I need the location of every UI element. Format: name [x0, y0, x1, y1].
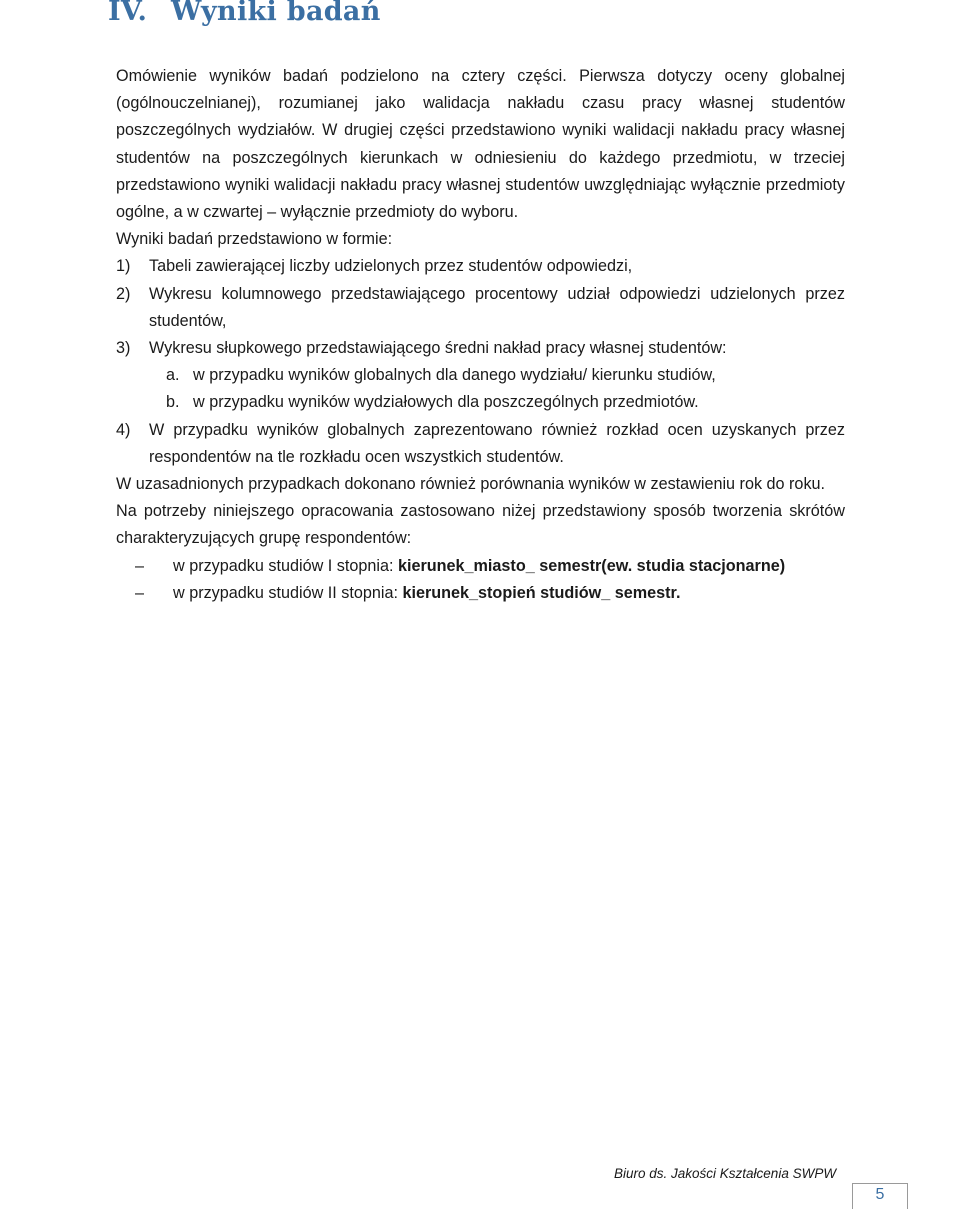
sub-list-item-text: w przypadku wyników globalnych dla danego wydziału/ kierunku studiów,: [193, 366, 716, 385]
list-item-text: Wykresu kolumnowego przedstawiającego procentowy udział odpowiedzi udzielonych przez studentów,: [149, 284, 845, 330]
forms-list: [116, 253, 845, 471]
dash-item-bold-text: kierunek_miasto_ semestr(ew. studia stacjonarne): [397, 556, 786, 575]
forms-intro-paragraph: Wyniki badań przedstawiono w formie:: [116, 230, 393, 249]
dash-item-bold-text: kierunek_stopień studiów_ semestr.: [402, 583, 681, 602]
dash-marker: –: [135, 583, 145, 602]
dash-list: [116, 553, 845, 607]
list-marker: 2): [116, 284, 131, 303]
dash-list-item: [116, 580, 845, 607]
comparison-paragraph: W uzasadnionych przypadkach dokonano również porównania wyników w zestawieniu rok do roku.: [116, 475, 826, 494]
sub-list: [116, 362, 845, 416]
sub-list-marker: a.: [166, 366, 180, 385]
dash-list-item: [116, 553, 845, 580]
list-marker: 1): [116, 257, 131, 276]
sub-list-item-text: w przypadku wyników wydziałowych dla poszczególnych przedmiotów.: [193, 393, 699, 412]
sub-list-item: [166, 389, 845, 416]
dash-item-text: w przypadku studiów I stopnia:: [173, 556, 398, 575]
dash-marker: –: [135, 556, 145, 575]
section-title: Wyniki badań: [171, 0, 381, 27]
section-heading: [108, 0, 381, 27]
page-number-box: [852, 1183, 908, 1209]
section-number: IV.: [108, 0, 148, 27]
list-item-text: Tabeli zawierającej liczby udzielonych przez studentów odpowiedzi,: [149, 257, 633, 276]
list-item: [116, 335, 845, 362]
list-item: [116, 253, 845, 280]
document-body: [116, 63, 845, 607]
abbreviations-paragraph: Na potrzeby niniejszego opracowania zastosowano niżej przedstawiony sposób tworzenia skrótów charakteryzujących grupę respondentów:: [116, 502, 845, 548]
footer-text: Biuro ds. Jakości Kształcenia SWPW: [614, 1166, 837, 1181]
list-item: [116, 417, 845, 471]
list-marker: 4): [116, 420, 131, 439]
list-item: [116, 281, 845, 335]
sub-list-marker: b.: [166, 393, 180, 412]
list-marker: 3): [116, 339, 131, 358]
sub-list-item: [166, 362, 845, 389]
list-item-text: W przypadku wyników globalnych zaprezentowano również rozkład ocen uzyskanych przez respondentów na tle rozkładu ocen wszystkich studentów.: [149, 420, 845, 466]
page-number: 5: [875, 1186, 885, 1203]
dash-item-text: w przypadku studiów II stopnia:: [173, 583, 403, 602]
intro-paragraph: Omówienie wyników badań podzielono na cztery części. Pierwsza dotyczy oceny globalnej (ogólnouczelnianej), rozumianej jako walidacja nakładu czasu pracy własnej studentów poszczególnych wydziałów. W drugiej części przedstawiono wyniki walidacji nakładu pracy własnej studentów na poszczególnych kierunkach w odniesieniu do każdego przedmiotu, w trzeciej przedstawiono wyniki walidacji nakładu pracy własnej studentów uwzględniając wyłącznie przedmioty ogólne, a w czwartej – wyłącznie przedmioty do wyboru.: [116, 67, 845, 222]
list-item-text: Wykresu słupkowego przedstawiającego średni nakład pracy własnej studentów:: [149, 339, 727, 358]
